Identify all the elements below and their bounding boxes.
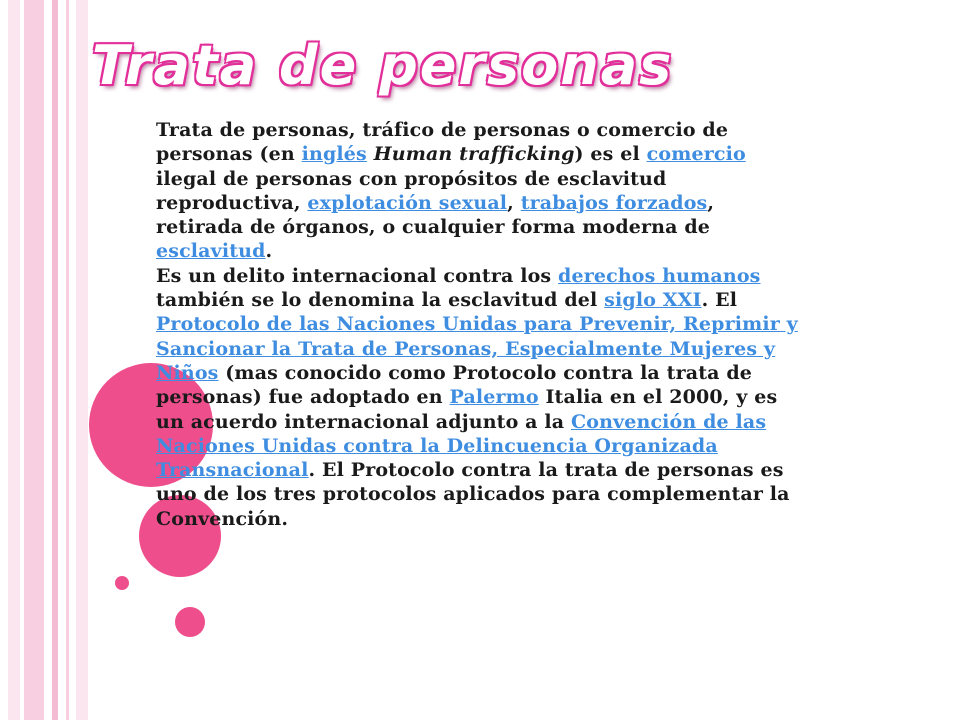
text-link[interactable]: siglo XXI [604, 289, 702, 312]
stripe-2 [24, 0, 44, 720]
text-link[interactable]: Palermo [449, 386, 539, 409]
paragraph-2 [156, 264, 806, 531]
text-link[interactable]: comercio [646, 143, 746, 166]
paragraph-1 [156, 118, 806, 264]
stripe-3 [52, 0, 58, 720]
text-run: ) es el [574, 143, 647, 166]
text-link[interactable]: inglés [301, 143, 367, 166]
text-run [367, 143, 374, 165]
text-run: Es un delito internacional contra los [156, 264, 559, 287]
text-run: Trata de personas, tráfico de personas o comercio de personas (en [156, 119, 729, 166]
text-link[interactable]: esclavitud [156, 240, 266, 263]
stripe-1 [8, 0, 20, 720]
italic-text: Human trafficking [373, 143, 575, 166]
text-run: , [507, 191, 521, 214]
text-run: Italia en el 2000, y es un acuerdo internacional adjunto a la [156, 386, 778, 433]
stripe-5 [76, 0, 88, 720]
text-link[interactable]: derechos humanos [558, 264, 761, 287]
text-run: ilegal de personas con propósitos de esclavitud reproductiva, [156, 167, 667, 214]
text-run: . [265, 240, 273, 263]
text-link[interactable]: explotación sexual [307, 191, 508, 214]
slide-title: Trata de personas [92, 34, 674, 97]
circle-tiny [115, 576, 129, 590]
slide-body [156, 118, 806, 531]
text-link[interactable]: Convención de las Naciones Unidas contra la Delincuencia Organizada Transnacional [156, 410, 767, 482]
text-run: . El [701, 289, 738, 312]
circle-small [175, 607, 205, 637]
text-run: (mas conocido como Protocolo contra la trata de personas) fue adoptado en [156, 361, 753, 409]
text-run: . El Protocolo contra la trata de personas es uno de los tres protocolos aplicados para complementar la Convención. [156, 459, 790, 530]
text-run: , retirada de órganos, o cualquier forma moderna de [156, 191, 715, 239]
stripe-4 [66, 0, 69, 720]
text-run: también se lo denomina la esclavitud del [156, 289, 605, 312]
text-link[interactable]: trabajos forzados [520, 191, 708, 214]
text-link[interactable]: Protocolo de las Naciones Unidas para Prevenir, Reprimir y Sancionar la Trata de Personas, Especialmente Mujeres y Niños [156, 313, 798, 384]
